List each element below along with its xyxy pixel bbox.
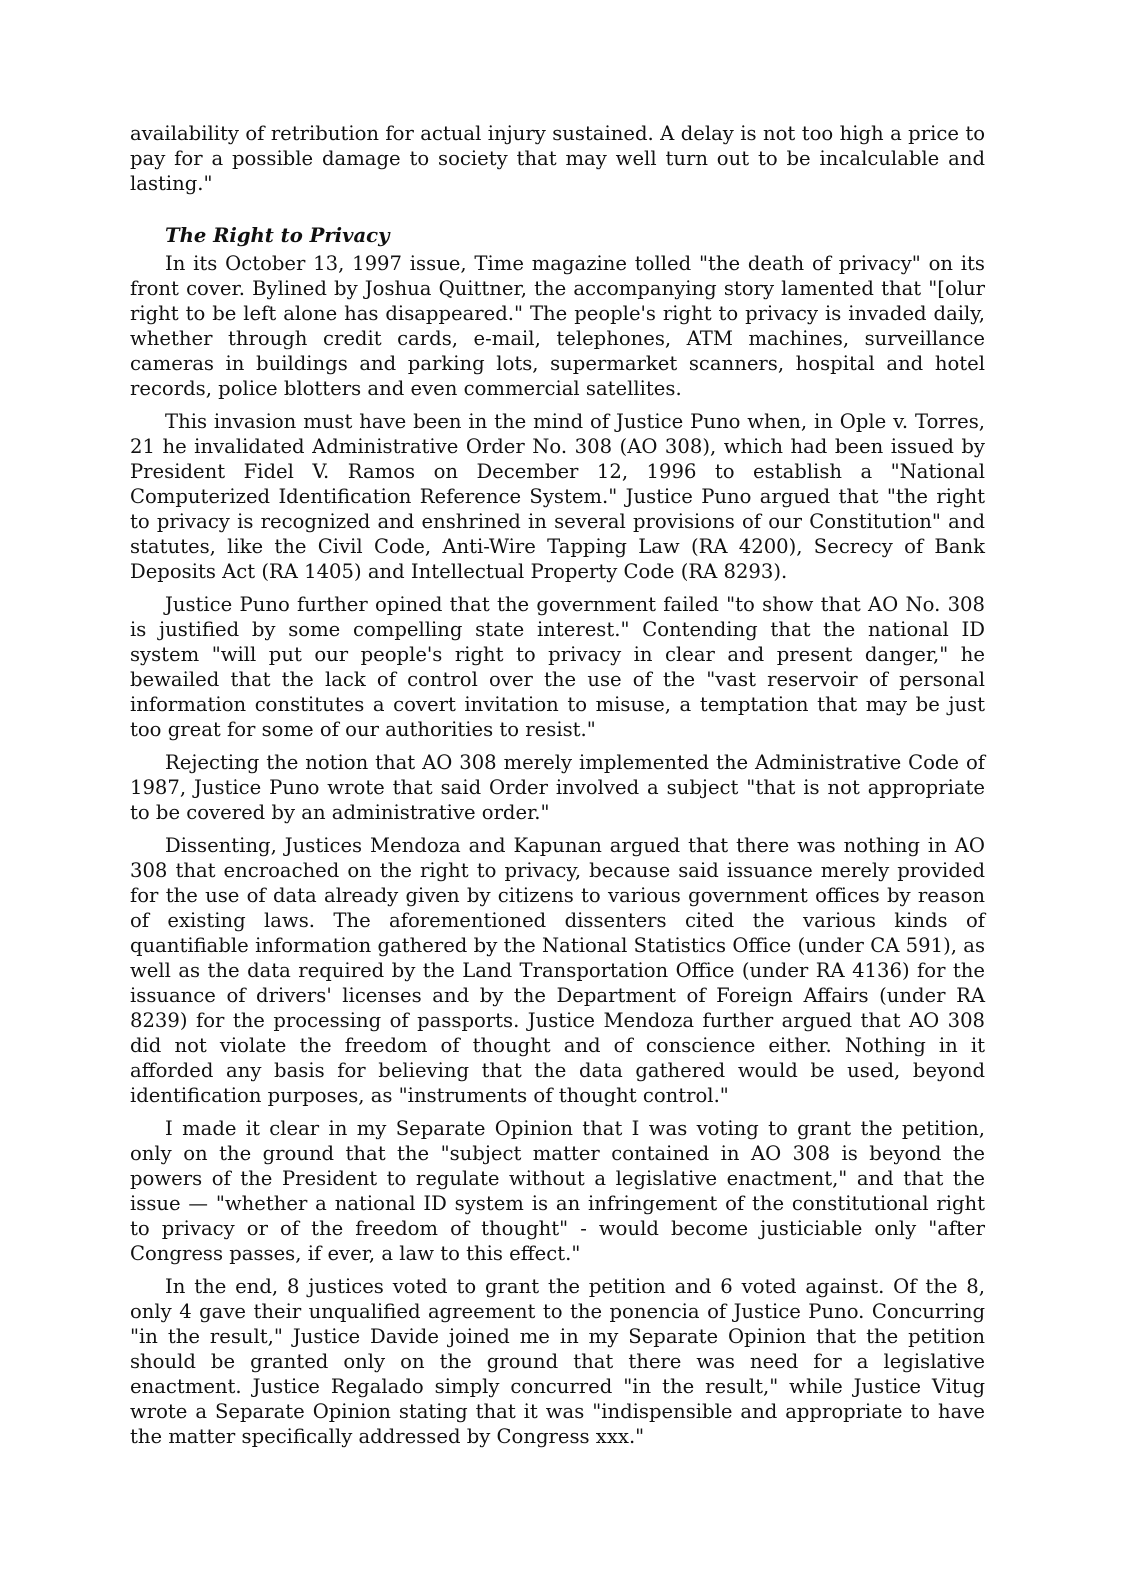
body-paragraph: This invasion must have been in the mind of Justice Puno when, in Ople v. Torres, 21 he invalidated Administrative Order No. 308 (AO 308), which had been issued by President Fidel V. Ramos on December 12, 1996 to establish a "National Computerized Identification Reference System." Justice Puno argued that "the right to privacy is recognized and enshrined in several provisions of our Constitution" and statutes, like the Civil Code, Anti-Wire Tapping Law (RA 4200), Secrecy of Bank Deposits Act (RA 1405) and Intellectual Property Code (RA 8293). (130, 410, 985, 583)
lead-paragraph: availability of retribution for actual injury sustained. A delay is not too high a price to pay for a possible damage to society that may well turn out to be incalculable and lasting." (130, 122, 985, 195)
body-paragraph: Justice Puno further opined that the government failed "to show that AO No. 308 is justified by some compelling state interest." Contending that the national ID system "will put our people's right to privacy in clear and present danger," he bewailed that the lack of control over the use of the "vast reservoir of personal information constitutes a covert invitation to misuse, a temptation that may be just too great for some of our authorities to resist." (130, 593, 985, 741)
body-paragraph: Dissenting, Justices Mendoza and Kapunan argued that there was nothing in AO 308 that encroached on the right to privacy, because said issuance merely provided for the use of data already given by citizens to various government offices by reason of existing laws. The aforementioned dissenters cited the various kinds of quantifiable information gathered by the National Statistics Office (under CA 591), as well as the data required by the Land Transportation Office (under RA 4136) for the issuance of drivers' licenses and by the Department of Foreign Affairs (under RA 8239) for the processing of passports. Justice Mendoza further argued that AO 308 did not violate the freedom of thought and of conscience either. Nothing in it afforded any basis for believing that the data gathered would be used, beyond identification purposes, as "instruments of thought control." (130, 834, 985, 1107)
section-heading: The Right to Privacy (165, 224, 390, 247)
body-paragraph: In the end, 8 justices voted to grant the petition and 6 voted against. Of the 8, only 4 gave their unqualified agreement to the ponencia of Justice Puno. Concurring "in the result," Justice Davide joined me in my Separate Opinion that the petition should be granted only on the ground that there was need for a legislative enactment. Justice Regalado simply concurred "in the result," while Justice Vitug wrote a Separate Opinion stating that it was "indispensible and appropriate to have the matter specifically addressed by Congress xxx." (130, 1275, 985, 1448)
body-paragraph: In its October 13, 1997 issue, Time magazine tolled "the death of privacy" on its front cover. Bylined by Joshua Quittner, the accompanying story lamented that "[olur right to be left alone has disappeared." The people's right to privacy is invaded daily, whether through credit cards, e-mail, telephones, ATM machines, surveillance cameras in buildings and parking lots, supermarket scanners, hospital and hotel records, police blotters and even commercial satellites. (130, 252, 985, 400)
body-paragraph: I made it clear in my Separate Opinion that I was voting to grant the petition, only on the ground that the "subject matter contained in AO 308 is beyond the powers of the President to regulate without a legislative enactment," and that the issue — "whether a national ID system is an infringement of the constitutional right to privacy or of the freedom of thought" - would become justiciable only "after Congress passes, if ever, a law to this effect." (130, 1117, 985, 1265)
body-paragraph: Rejecting the notion that AO 308 merely implemented the Administrative Code of 1987, Justice Puno wrote that said Order involved a subject "that is not appropriate to be covered by an administrative order." (130, 751, 985, 824)
document-page (130, 121, 985, 1449)
